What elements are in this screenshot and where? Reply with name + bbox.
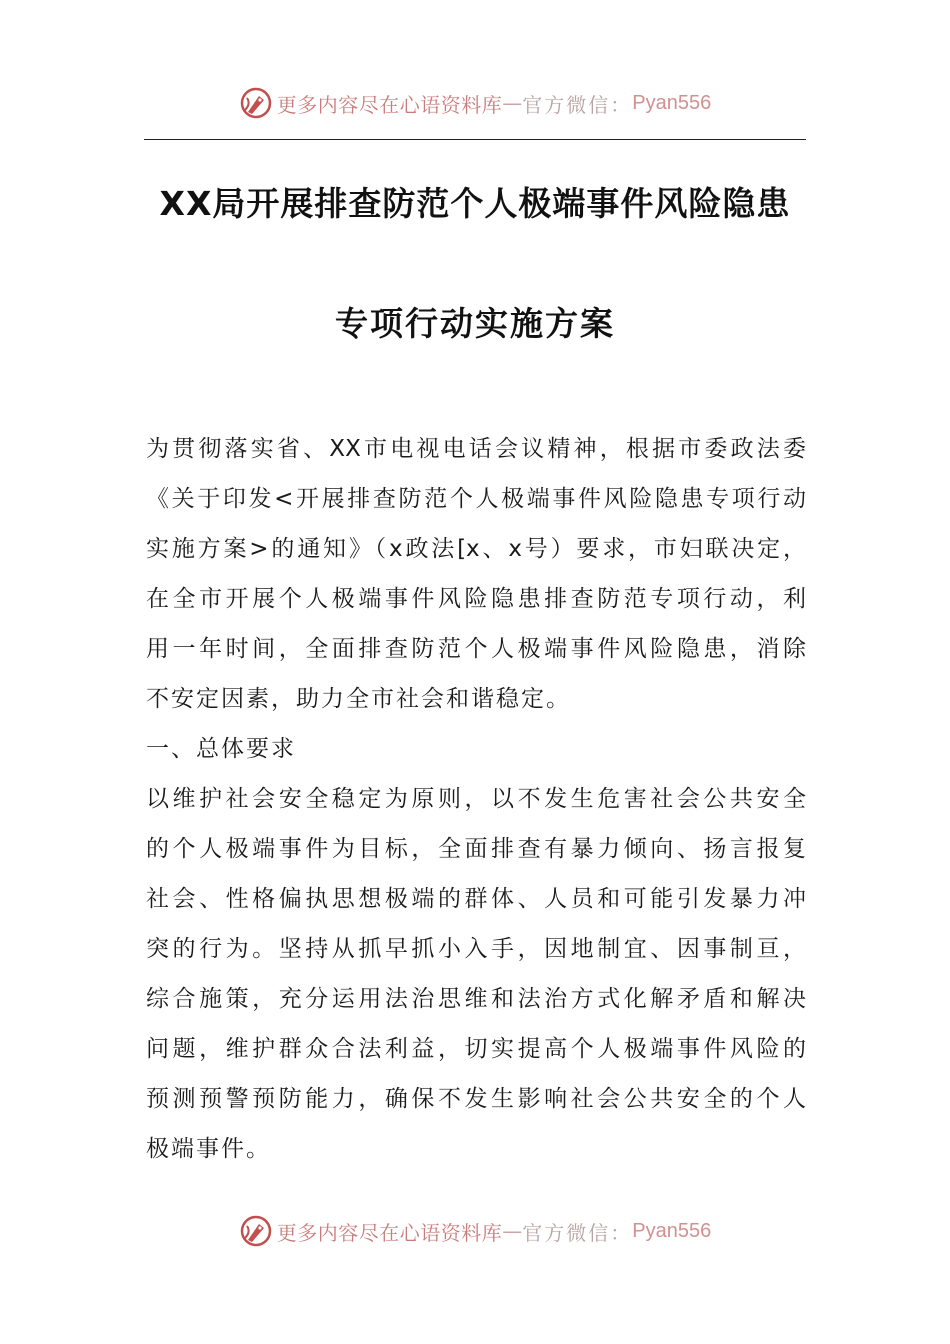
watermark-wechat-id: Pyan556 <box>632 91 712 114</box>
body-line: 问题，维护群众合法利益，切实提高个人极端事件风险的 <box>146 1036 806 1062</box>
body-line: 极端事件。 <box>146 1136 271 1162</box>
watermark-official-label: 官方微信： <box>522 92 633 117</box>
body-line: 《关于印发<开展排查防范个人极端事件风险隐患专项行动 <box>146 486 806 512</box>
watermark-separator: — <box>502 91 523 115</box>
body-line: 综合施策，充分运用法治思维和法治方式化解矛盾和解决 <box>146 986 806 1012</box>
pen-nib-logo-icon <box>239 1214 273 1248</box>
watermark-brand: 更多内容尽在心语资料库 <box>276 92 503 117</box>
body-line: 实施方案>的通知》（x政法[x、x号）要求，市妇联决定， <box>146 536 806 562</box>
pen-nib-logo-icon <box>239 86 273 120</box>
watermark-brand: 更多内容尽在心语资料库 <box>276 1220 503 1245</box>
body-line: 在全市开展个人极端事件风险隐患排查防范专项行动，利 <box>146 586 806 612</box>
header-watermark <box>0 83 950 123</box>
body-line: 预测预警预防能力，确保不发生影响社会公共安全的个人 <box>146 1086 806 1112</box>
body-line: 社会、性格偏执思想极端的群体、人员和可能引发暴力冲 <box>146 886 806 912</box>
watermark-wechat-id: Pyan556 <box>632 1219 712 1242</box>
watermark-official-label: 官方微信： <box>522 1220 633 1245</box>
body-line: 突的行为。坚持从抓早抓小入手，因地制宜、因事制亘， <box>146 936 806 962</box>
body-line: 不安定因素，助力全市社会和谐稳定。 <box>146 686 571 712</box>
body-line: 以维护社会安全稳定为原则，以不发生危害社会公共安全 <box>146 786 806 812</box>
header-divider <box>144 139 806 140</box>
document-title-line-2: 专项行动实施方案 <box>335 304 615 343</box>
document-body <box>146 424 806 1174</box>
footer-watermark <box>0 1211 950 1251</box>
body-line: 为贯彻落实省、XX市电视电话会议精神，根据市委政法委 <box>146 436 806 462</box>
document-title-line-1: XX局开展排查防范个人极端事件风险隐患 <box>159 184 791 223</box>
body-line: 的个人极端事件为目标，全面排查有暴力倾向、扬言报复 <box>146 836 806 862</box>
watermark-separator: — <box>502 1219 523 1243</box>
body-line: 用一年时间，全面排查防范个人极端事件风险隐患，消除 <box>146 636 806 662</box>
section-heading: 一、总体要求 <box>146 736 296 762</box>
